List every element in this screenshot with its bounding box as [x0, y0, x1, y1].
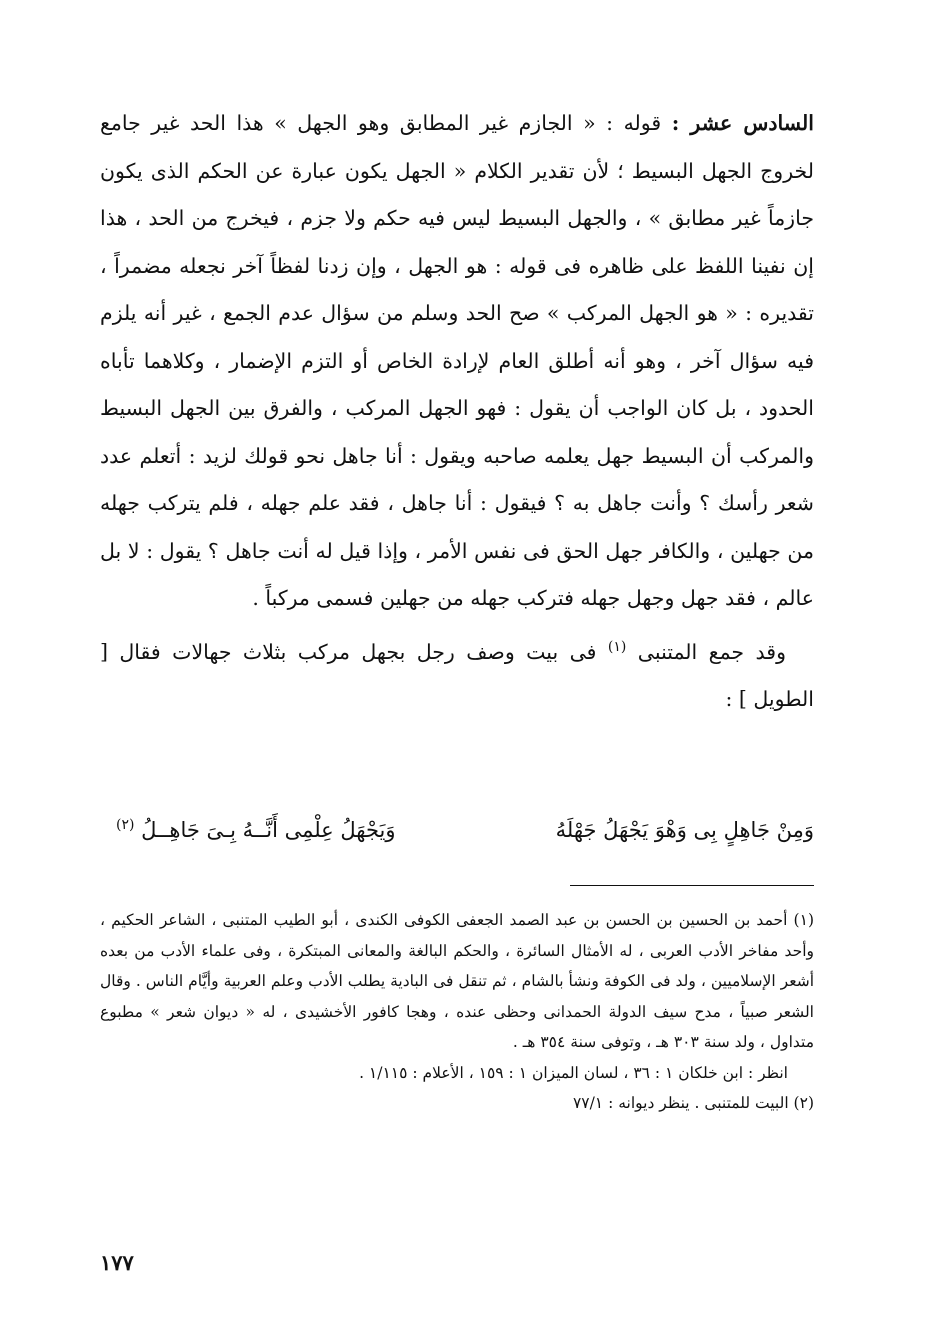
- paragraph-2-text-end: فى بيت وصف رجل بجهل مركب بثلاث جهالات فقال [ الطويل ] :: [100, 639, 814, 711]
- paragraph-1: [100, 100, 814, 623]
- footnote-separator: [570, 885, 814, 886]
- main-text: [100, 100, 814, 724]
- section-heading: السادس عشر :: [671, 111, 814, 135]
- footnote-1-sources: انظر : ابن خلكان ١ : ٣٦ ، لسان الميزان ١ : ١٥٩ ، الأعلام : ١/١١٥ .: [359, 1063, 788, 1082]
- paragraph-2: [100, 629, 814, 724]
- footnotes: [100, 905, 814, 1119]
- page-number: ١٧٧: [100, 1250, 134, 1275]
- footnote-1: (١) أحمد بن الحسين بن الحسن بن عبد الصمد الجعفى الكوفى الكندى ، أبو الطيب المتنبى ، الشاعر الحكيم ، وأحد مفاخر الأدب العربى ، له الأمثال السائرة ، والحكم البالغة والمعانى المبتكرة ، وفى علماء الأدب من بعده أشعر الإسلاميين ، ولد فى الكوفة ونشأ بالشام ، ثم تنقل فى البادية يطلب الأدب وعلم العربية وأيَّام الناس . وقال الشعر صبياً ، مدح سيف الدولة الحمدانى وحظى عنده ، وهجا كافور الأخشيدى ، له « ديوان شعر » مطبوع متداول ، ولد سنة ٣٠٣ هـ ، وتوفى سنة ٣٥٤ هـ .: [100, 911, 814, 1051]
- verse-second-hemistich-text: وَيَجْهَلُ عِلْمِى أَنَّــهُ بِـىَ جَاهِــلُ: [141, 818, 396, 842]
- poetry-verse: [100, 812, 814, 862]
- verse-second-hemistich: [116, 818, 396, 842]
- paragraph-1-text: قوله : « الجازم غير المطابق وهو الجهل » هذا الحد غير جامع لخروج الجهل البسيط ؛ لأن تقدير الكلام « الجهل يكون عبارة عن الحكم الذى يكون جازماً غير مطابق » ، والجهل البسيط ليس فيه حكم ولا جزم ، فيخرج من الحد ، هذا إن نفينا اللفظ على ظاهره فى قوله : هو الجهل ، وإن زدنا لفظاً آخر نجعله مضمراً ، تقديره : « هو الجهل المركب » صح الحد وسلم من سؤال عدم الجمع ، غير أنه يلزم فيه سؤال آخر ، وهو أنه أطلق العام لإرادة الخاص أو التزم الإضمار ، وكلاهما تأباه الحدود ، بل كان الواجب أن يقول : فهو الجهل المركب ، والفرق بين الجهل البسيط والمركب أن البسيط جهل يعلمه صاحبه ويقول : أنا جاهل نحو قولك لزيد : أتعلم عدد شعر رأسك ؟ وأنت جاهل به ؟ فيقول : أنا جاهل ، فقد علم جهله ، فلم يتركب جهله من جهلين ، والكافر جهل الحق فى نفس الأمر ، وإذا قيل له أنت جاهل ؟ يقول : لا بل عالم ، فقد جهل وجهل جهله فتركب جهله من جهلين فسمى مركباً .: [100, 111, 814, 610]
- footnote-ref-2: (٢): [116, 817, 135, 833]
- footnote-ref-1: (١): [607, 638, 627, 655]
- paragraph-2-text-start: وقد جمع المتنبى: [637, 639, 786, 664]
- verse-first-hemistich: وَمِنْ جَاهِلٍ بِى وَهْوَ يَجْهَلُ جَهْلَهُ: [555, 818, 814, 842]
- footnote-2: (٢) البيت للمتنبى . ينظر ديوانه : ٧٧/١: [572, 1094, 814, 1112]
